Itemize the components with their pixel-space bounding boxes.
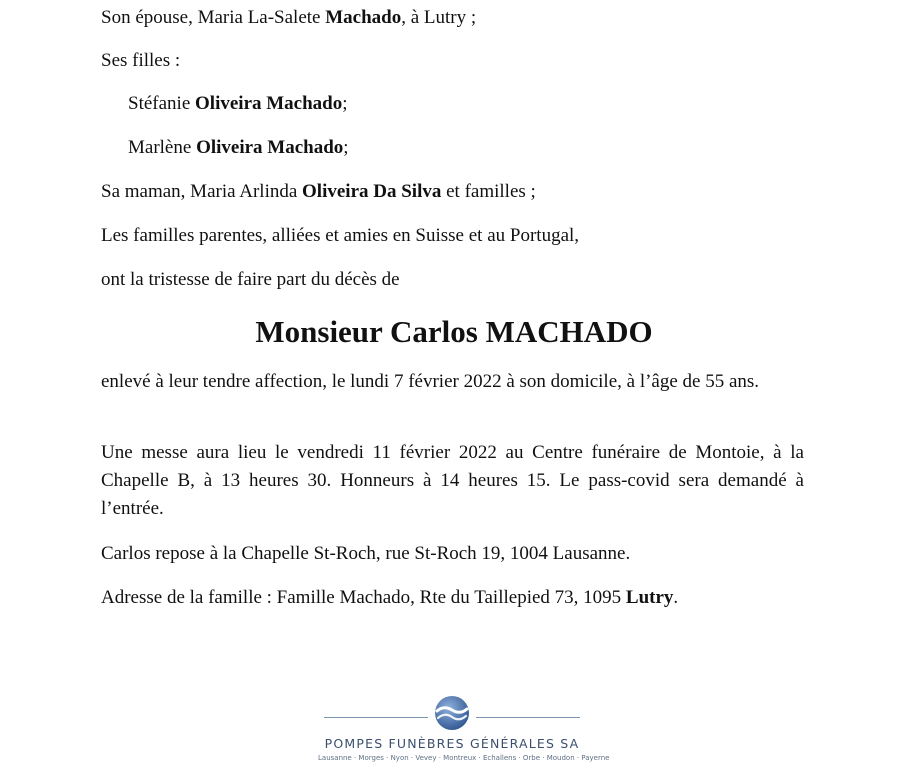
line-maman <box>101 178 804 206</box>
text: Marlène <box>128 137 197 158</box>
text: ; <box>342 93 348 114</box>
text: , à Lutry ; <box>401 7 477 28</box>
line-filles: Ses filles : <box>101 50 181 71</box>
line-familles: Les familles parentes, alliées et amies en Suisse et au Portugal, <box>101 225 580 246</box>
text: Adresse de la famille : Famille Machado, Rte du Taillepied 73, 1095 <box>101 587 626 608</box>
company-name: POMPES FUNÈBRES GÉNÉRALES SA <box>324 736 580 751</box>
text: ; <box>343 137 349 158</box>
line-fille-1 <box>128 90 831 118</box>
logo-divider-left <box>324 717 428 718</box>
text: . <box>673 587 679 608</box>
text: Sa maman, Maria Arlinda <box>101 181 303 202</box>
line-tristesse: ont la tristesse de faire part du décès de <box>101 269 400 290</box>
deceased-name: Monsieur Carlos MACHADO <box>255 314 653 349</box>
paragraph-adresse <box>101 584 804 612</box>
bold-name: Machado <box>325 7 402 28</box>
paragraph-deces: enlevé à leur tendre affection, le lundi 7 février 2022 à son domicile, à l’âge de 55 ans. <box>101 371 760 392</box>
text: et familles ; <box>441 181 536 202</box>
line-epouse <box>101 4 804 32</box>
line-fille-2 <box>128 134 831 162</box>
company-logo <box>318 690 610 774</box>
paragraph-repose: Carlos repose à la Chapelle St-Roch, rue St-Roch 19, 1004 Lausanne. <box>101 543 631 564</box>
wave-circle-logo-icon <box>433 694 471 732</box>
bold-name: Oliveira Machado <box>195 93 343 114</box>
bold-name: Oliveira Da Silva <box>302 181 442 202</box>
paragraph-messe: Une messe aura lieu le vendredi 11 février 2022 au Centre funéraire de Montoie, à la Chapelle B, à 13 heures 30. Honneurs à 14 heures 15. Le pass-covid sera demandé à l’entrée. <box>101 442 804 519</box>
bold-name: Oliveira Machado <box>196 137 344 158</box>
bold-city: Lutry <box>625 587 674 608</box>
text: Stéfanie <box>128 93 196 114</box>
company-cities: Lausanne · Morges · Nyon · Vevey · Montreux · Echallens · Orbe · Moudon · Payerne <box>318 754 610 762</box>
text: Son épouse, Maria La-Salete <box>101 7 326 28</box>
logo-divider-right <box>476 717 580 718</box>
